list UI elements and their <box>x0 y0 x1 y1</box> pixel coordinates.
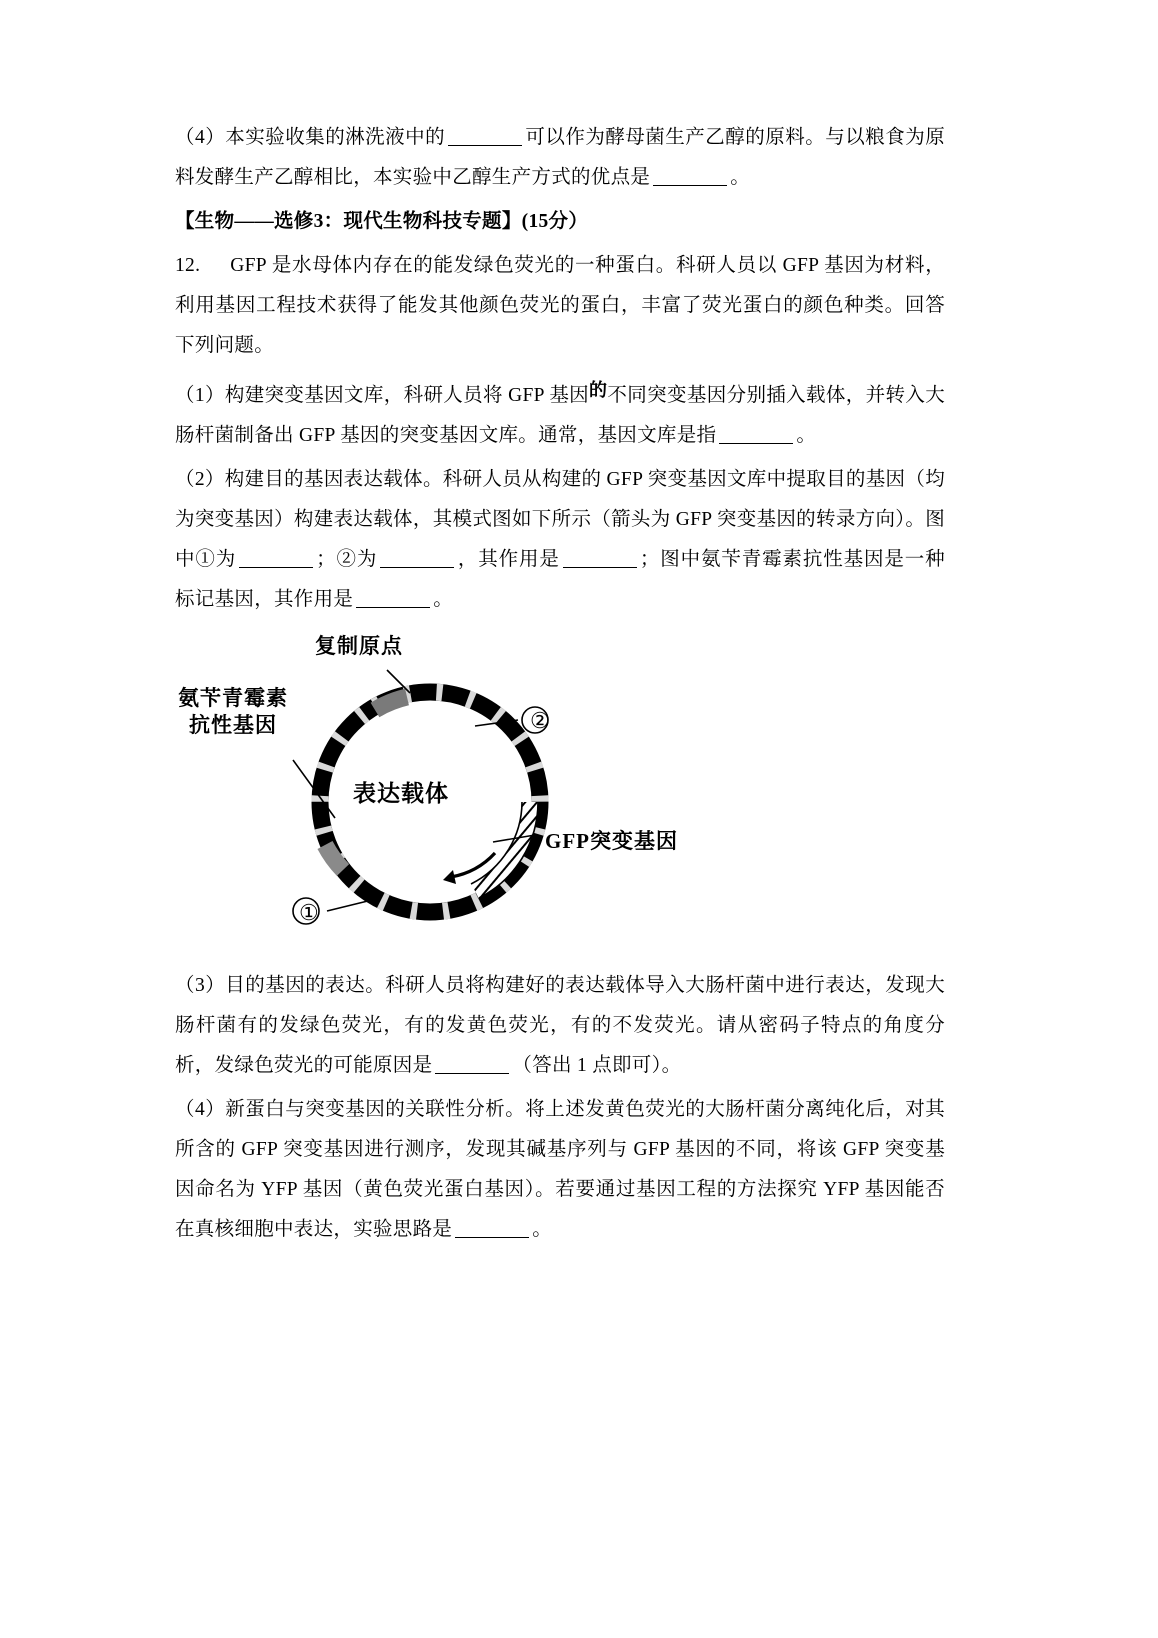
label-amp-line2: 抗性基因 <box>189 713 277 737</box>
plasmid-svg <box>175 630 945 960</box>
fill-blank <box>563 567 637 568</box>
q4-prev-text-c: 。 <box>730 167 751 188</box>
sub3-text-b: （答出 1 点即可）。 <box>512 1055 682 1076</box>
plasmid-diagram <box>175 630 945 960</box>
fill-blank <box>380 567 454 568</box>
question-12-sub3 <box>175 966 945 1086</box>
sub1-superscript: 的 <box>589 380 608 400</box>
fill-blank <box>435 1073 509 1074</box>
question-12-sub4 <box>175 1090 945 1250</box>
label-ampicillin-resistance <box>175 685 291 739</box>
q4-prev-text-a: （4）本实验收集的淋洗液中的 <box>175 127 446 148</box>
question-12-stem <box>175 246 945 366</box>
section-heading: 【生物——选修3：现代生物科技专题】(15分） <box>175 211 589 232</box>
sub1-text-c: 。 <box>796 425 817 446</box>
sub2-text-b: ；②为 <box>316 549 378 570</box>
q4-prev-text-b: 可以作为酵母菌生产乙醇的原料。与以粮食为原料发酵生产乙醇相比，本实验中乙醇生产方式的优点是 <box>175 127 945 188</box>
sub1-text-a: （1）构建突变基因文库，科研人员将 GFP 基因 <box>175 385 590 406</box>
question-12-sub2 <box>175 460 945 620</box>
sub2-text-d: ；图中氨苄青霉素抗性基因是一种标记基因，其作用是 <box>175 549 945 610</box>
label-amp-line1: 氨苄青霉素 <box>178 686 288 710</box>
question-12-sub1 <box>175 370 945 456</box>
label-replication-origin: 复制原点 <box>315 634 403 658</box>
fill-blank <box>448 145 522 146</box>
sub4-text-b: 。 <box>532 1219 553 1240</box>
document-body <box>175 118 945 1254</box>
fill-blank <box>719 443 793 444</box>
fill-blank <box>455 1237 529 1238</box>
sub2-text-c: ，其作用是 <box>457 549 560 570</box>
sub2-text-a: （2）构建目的基因表达载体。科研人员从构建的 GFP 突变基因文库中提取目的基因（均为突变基因）构建表达载体，其模式图如下所示（箭头为 GFP 突变基因的转录方向）。图中①为 <box>175 469 945 570</box>
sub2-text-e: 。 <box>433 589 454 610</box>
fill-blank <box>356 607 430 608</box>
label-marker-one: ① <box>299 900 320 925</box>
paragraph-q4-previous <box>175 118 945 198</box>
fill-blank <box>653 185 727 186</box>
label-expression-vector: 表达载体 <box>353 781 449 806</box>
question-number: 12. <box>175 255 201 276</box>
question-stem-text: GFP 是水母体内存在的能发绿色荧光的一种蛋白。科研人员以 GFP 基因为材料，利用基因工程技术获得了能发其他颜色荧光的蛋白，丰富了荧光蛋白的颜色种类。回答下列问题。 <box>175 255 945 356</box>
label-gfp-mutant-gene: GFP突变基因 <box>545 829 678 853</box>
sub1-text-b: 不同突变基因分别插入载体，并转入大肠杆菌制备出 GFP 基因的突变基因文库。通常，基因文库是指 <box>175 385 946 446</box>
fill-blank <box>239 567 313 568</box>
sub3-text-a: （3）目的基因的表达。科研人员将构建好的表达载体导入大肠杆菌中进行表达，发现大肠杆菌有的发绿色荧光，有的发黄色荧光，有的不发荧光。请从密码子特点的角度分析，发绿色荧光的可能原因是 <box>175 975 945 1076</box>
label-marker-two: ② <box>530 708 551 733</box>
sub4-text-a: （4）新蛋白与突变基因的关联性分析。将上述发黄色荧光的大肠杆菌分离纯化后，对其所含的 GFP 突变基因进行测序，发现其碱基序列与 GFP 基因的不同，将该 GFP 突变基因命名为 YFP 基因（黄色荧光蛋白基因）。若要通过基因工程的方法探究 YFP 基因能否在真核细胞中表达，实验思路是 <box>175 1099 945 1240</box>
